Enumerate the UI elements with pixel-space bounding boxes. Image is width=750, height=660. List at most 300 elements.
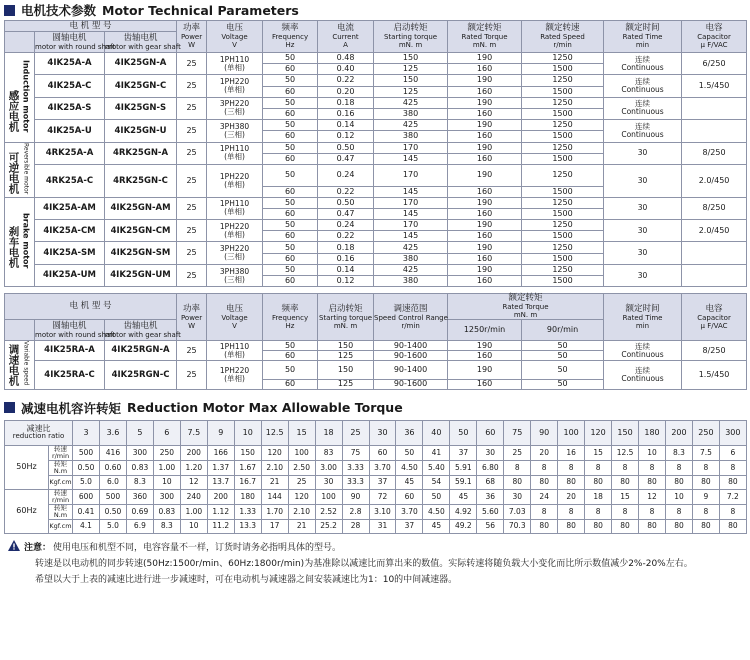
rated-torque-value: 190 (448, 142, 522, 153)
power-value: 25 (177, 164, 207, 197)
voltage-phase: (单相) (224, 229, 245, 239)
row-label (49, 504, 73, 519)
torque-cell: 0.50 (99, 504, 126, 519)
rated-time-zh: 30 (637, 148, 648, 158)
ratio-value: 120 (585, 420, 612, 445)
rated-time-value (604, 97, 682, 119)
torque-cell: 8 (558, 460, 585, 475)
torque-90-value: 50 (522, 351, 604, 361)
torque-cell: 5.60 (477, 504, 504, 519)
vs-starting-torque-header: 启动转矩 Starting torque mN. m (318, 294, 374, 341)
rated-torque-value: 190 (448, 264, 522, 275)
ratio-value: 90 (531, 420, 558, 445)
torque-cell: 41 (423, 445, 450, 460)
torque-cell: 8 (639, 504, 666, 519)
ratio-label: 减速比 reduction ratio (5, 420, 73, 445)
capacitor-value: 1.5/450 (682, 361, 747, 389)
rated-time-zh: 连续 (635, 77, 651, 87)
starting-torque-value: 125 (374, 64, 448, 75)
round-shaft-model: 4IK25A-AM (35, 197, 105, 219)
torque-cell: 16 (558, 445, 585, 460)
torque-cell: 4.92 (450, 504, 477, 519)
torque-cell: 3.00 (315, 460, 342, 475)
ratio-value: 10 (234, 420, 261, 445)
torque-cell: 80 (585, 475, 612, 489)
torque-cell: 4.50 (423, 504, 450, 519)
rated-speed-value: 1250 (522, 264, 604, 275)
round-shaft-model: 4IK25A-UM (35, 264, 105, 286)
rated-time-value (604, 197, 682, 219)
torque-cell: 75 (342, 445, 369, 460)
voltage-main: 1PH220 (219, 221, 250, 231)
ratio-value: 18 (315, 420, 342, 445)
torque-cell: 16.7 (234, 475, 261, 489)
rated-speed-value: 1250 (522, 242, 604, 253)
ratio-value: 15 (288, 420, 315, 445)
current-value: 0.40 (318, 64, 374, 75)
frequency-value: 50 (263, 242, 318, 253)
torque-cell: 8.3 (153, 519, 180, 533)
capacitor-value: 8/250 (682, 341, 747, 361)
frequency-value: 50 (263, 361, 318, 379)
torque-cell: 8 (719, 460, 746, 475)
torque-cell: 360 (126, 489, 153, 504)
capacitor-value (682, 97, 747, 119)
category-en: Variable speed (22, 341, 30, 386)
row-label (49, 519, 73, 533)
torque-cell: 7.2 (719, 489, 746, 504)
starting-torque-value: 145 (374, 186, 448, 197)
rated-speed-value: 1250 (522, 53, 604, 64)
torque-cell: 300 (153, 489, 180, 504)
torque-cell: 50 (423, 489, 450, 504)
ratio-value: 6 (153, 420, 180, 445)
torque-cell: 45 (423, 519, 450, 533)
torque-cell: 45 (396, 475, 423, 489)
current-value: 0.22 (318, 186, 374, 197)
voltage-main: 3PH220 (219, 244, 250, 254)
torque-cell: 6 (719, 445, 746, 460)
frequency-value: 50 (263, 75, 318, 86)
vs-rated-torque-header: 额定转矩 Rated Torque mN. m (448, 294, 604, 320)
torque-cell: 80 (719, 475, 746, 489)
voltage-phase: (单相) (224, 85, 245, 95)
rated-speed-value: 1500 (522, 131, 604, 142)
power-value: 25 (177, 142, 207, 164)
row-label-zh: 转矩 (54, 503, 67, 512)
torque-cell: 12.5 (612, 445, 639, 460)
torque-90-value: 50 (522, 341, 604, 351)
round-shaft-model: 4IK25A-CM (35, 220, 105, 242)
current-value: 0.22 (318, 231, 374, 242)
row-label (49, 475, 73, 489)
rated-time-zh: 30 (637, 175, 648, 185)
torque-cell: 7.5 (692, 445, 719, 460)
torque-cell: 45 (450, 489, 477, 504)
gear-shaft-model: 4IK25GN-A (105, 53, 177, 75)
torque-cell: 0.83 (126, 460, 153, 475)
ratio-value: 300 (719, 420, 746, 445)
torque-1250-value: 160 (448, 351, 522, 361)
rated-time-value (604, 75, 682, 97)
voltage-phase: (单相) (224, 207, 245, 217)
power-value: 25 (177, 242, 207, 264)
torque-1250-value: 160 (448, 379, 522, 389)
rated-time-value (604, 120, 682, 142)
torque-cell: 70.3 (504, 519, 531, 533)
ratio-value: 60 (477, 420, 504, 445)
gear-shaft-model: 4RK25GN-C (105, 164, 177, 197)
torque-cell: 80 (612, 475, 639, 489)
row-label-unit: r/min (51, 495, 70, 504)
torque-cell: 0.69 (126, 504, 153, 519)
torque-cell: 21 (261, 475, 288, 489)
starting-torque-value: 145 (374, 153, 448, 164)
ratio-value: 200 (665, 420, 692, 445)
row-label-unit: N.m (53, 510, 68, 519)
vs-rated-time-header: 额定时间 Rated Time min (604, 294, 682, 341)
torque-cell: 5.40 (423, 460, 450, 475)
voltage-phase: (单相) (224, 62, 245, 72)
voltage-main: 3PH380 (219, 121, 250, 131)
rated-time-en: Continuous (621, 85, 664, 95)
current-value: 0.47 (318, 208, 374, 219)
torque-cell: 120 (288, 489, 315, 504)
note-line-3: 希望以大于上表的减速比进行进一步减速时，可在电动机与减速器之间安装减速比为1：10的中间减速器。 (35, 574, 458, 585)
voltage-main: 1PH110 (219, 144, 250, 154)
rated-time-value (604, 142, 682, 164)
category-en: Reversible motor (22, 142, 30, 194)
torque-cell: 15 (612, 489, 639, 504)
gear-shaft-model: 4IK25GN-SM (105, 242, 177, 264)
round-shaft-model: 4IK25A-A (35, 53, 105, 75)
capacitor-value (682, 264, 747, 286)
ratio-value: 36 (396, 420, 423, 445)
torque-cell: 13.7 (207, 475, 234, 489)
starting-torque-value: 380 (374, 108, 448, 119)
rated-time-zh: 30 (637, 203, 648, 213)
torque-cell: 144 (261, 489, 288, 504)
category-zh: 可逆电机 (7, 151, 20, 194)
rated-time-zh: 30 (637, 248, 648, 258)
torque-cell: 4.1 (73, 519, 100, 533)
rated-time-value (604, 341, 682, 361)
torque-cell: 0.50 (73, 460, 100, 475)
voltage-phase: (三相) (224, 107, 245, 117)
torque-cell: 36 (477, 489, 504, 504)
rated-time-value (604, 242, 682, 264)
capacitor-value (682, 120, 747, 142)
power-value: 25 (177, 361, 207, 389)
torque-cell: 5.0 (73, 475, 100, 489)
row-label-unit: Kgf.cm (49, 521, 72, 530)
torque-cell: 3.33 (342, 460, 369, 475)
reduction-torque-table (4, 420, 747, 534)
torque-cell: 28 (342, 519, 369, 533)
voltage-value (207, 75, 263, 97)
rated-time-zh: 连续 (635, 121, 651, 131)
rated-time-zh: 连续 (635, 99, 651, 109)
torque-cell: 24 (531, 489, 558, 504)
voltage-main: 3PH380 (219, 266, 250, 276)
torque-cell: 13.3 (234, 519, 261, 533)
starting-torque-value: 380 (374, 131, 448, 142)
voltage-phase: (单相) (224, 179, 245, 189)
category-zh: 刹车电机 (7, 226, 20, 269)
frequency-value: 50 (263, 120, 318, 131)
torque-cell: 2.10 (288, 504, 315, 519)
capacitor-value: 6/250 (682, 53, 747, 75)
voltage-phase: (单相) (224, 349, 245, 359)
voltage-phase: (三相) (224, 252, 245, 262)
voltage-main: 1PH220 (219, 171, 250, 181)
torque-cell: 50 (396, 445, 423, 460)
category-en: brake motor (21, 212, 31, 269)
starting-torque-value: 145 (374, 208, 448, 219)
torque-cell: 10 (665, 489, 692, 504)
motor-parameters-table (4, 20, 747, 287)
torque-cell: 8 (531, 504, 558, 519)
rated-torque-value: 190 (448, 220, 522, 231)
torque-cell: 100 (315, 489, 342, 504)
rated-time-en: Continuous (621, 373, 664, 383)
ratio-value: 5 (126, 420, 153, 445)
torque-cell: 250 (153, 445, 180, 460)
torque-cell: 8 (504, 460, 531, 475)
row-label (49, 489, 73, 504)
starting-torque-value: 170 (374, 197, 448, 208)
current-value: 0.18 (318, 242, 374, 253)
rated-time-value (604, 361, 682, 389)
rated-torque-value: 190 (448, 53, 522, 64)
starting-torque-value: 145 (374, 231, 448, 242)
ratio-value: 3 (73, 420, 100, 445)
vs-motor-row (5, 361, 747, 379)
starting-torque-value: 150 (374, 53, 448, 64)
ratio-value: 75 (504, 420, 531, 445)
frequency-value: 60 (263, 379, 318, 389)
rated-time-value (604, 164, 682, 197)
gear-shaft-model: 4IK25RGN-A (105, 341, 177, 361)
rated-time-value (604, 53, 682, 75)
torque-cell: 1.00 (153, 460, 180, 475)
torque-cell: 15 (585, 445, 612, 460)
torque-cell: 25 (288, 475, 315, 489)
voltage-value (207, 53, 263, 75)
torque-cell: 3.70 (396, 504, 423, 519)
vs-motor-row (5, 341, 747, 351)
torque-cell: 30 (477, 445, 504, 460)
category-label (5, 142, 35, 197)
torque-cell: 500 (73, 445, 100, 460)
frequency-header: 频率 Frequency Hz (263, 21, 318, 53)
gear-shaft-model: 4IK25GN-UM (105, 264, 177, 286)
voltage-main: 1PH110 (219, 199, 250, 209)
round-shaft-model: 4IK25A-SM (35, 242, 105, 264)
starting-torque-value: 380 (374, 253, 448, 264)
ratio-row (5, 445, 747, 460)
category-header (5, 32, 35, 53)
torque-cell: 200 (207, 489, 234, 504)
torque-cell: 2.8 (342, 504, 369, 519)
section-square-icon (4, 5, 15, 16)
torque-cell: 49.2 (450, 519, 477, 533)
rated-torque-value: 160 (448, 253, 522, 264)
torque-cell: 1.70 (261, 504, 288, 519)
torque-cell: 21 (288, 519, 315, 533)
vs-category-header (5, 320, 35, 341)
rated-speed-value: 1250 (522, 75, 604, 86)
rated-speed-value: 1250 (522, 97, 604, 108)
voltage-main: 1PH110 (219, 54, 250, 64)
torque-cell: 31 (369, 519, 396, 533)
rated-speed-value: 1250 (522, 197, 604, 208)
torque-cell: 10 (639, 445, 666, 460)
starting-torque-header: 启动转矩 Starting torque mN. m (374, 21, 448, 53)
variable-speed-table (4, 293, 747, 389)
current-value: 0.50 (318, 197, 374, 208)
torque-cell: 8.3 (665, 445, 692, 460)
frequency-value: 60 (263, 86, 318, 97)
voltage-value (207, 242, 263, 264)
ratio-value: 30 (369, 420, 396, 445)
rated-speed-value: 1500 (522, 253, 604, 264)
ratio-value: 50 (450, 420, 477, 445)
gear-shaft-model: 4IK25RGN-C (105, 361, 177, 389)
motor-row (5, 75, 747, 86)
torque-cell: 59.1 (450, 475, 477, 489)
torque-cell: 500 (99, 489, 126, 504)
speed-range-value: 90-1400 (374, 361, 448, 379)
voltage-value (207, 164, 263, 197)
current-value: 0.14 (318, 264, 374, 275)
torque-cell: 8 (692, 504, 719, 519)
torque-cell: 90 (342, 489, 369, 504)
voltage-value (207, 97, 263, 119)
frequency-value: 60 (263, 64, 318, 75)
vs-round-shaft-header: 圆轴电机 motor with round shaft (35, 320, 116, 339)
rated-time-header: 额定时间 Rated Time min (604, 21, 682, 53)
starting-torque-value: 150 (374, 75, 448, 86)
starting-torque-value: 170 (374, 164, 448, 186)
voltage-main: 3PH220 (219, 99, 250, 109)
torque-cell: 80 (612, 519, 639, 533)
power-value: 25 (177, 264, 207, 286)
rated-time-zh: 30 (637, 270, 648, 280)
torque-cell: 80 (692, 519, 719, 533)
torque-cell: 100 (288, 445, 315, 460)
torque-cell: 80 (531, 519, 558, 533)
torque-cell: 37 (396, 519, 423, 533)
power-value: 25 (177, 120, 207, 142)
capacitor-value: 8/250 (682, 142, 747, 164)
voltage-phase: (单相) (224, 373, 245, 383)
rated-speed-value: 1250 (522, 120, 604, 131)
model-header: 电 机 型 号 (5, 21, 177, 32)
frequency-value: 50 (263, 164, 318, 186)
starting-torque-value: 380 (374, 276, 448, 287)
torque-cell: 20 (558, 489, 585, 504)
rated-time-value (604, 264, 682, 286)
torque-cell: 8 (612, 504, 639, 519)
motor-row (5, 120, 747, 131)
frequency-value: 60 (263, 153, 318, 164)
category-label (5, 341, 35, 389)
note-line-1: 注意： 使用电压和机型不同，电容容量不一样，订货时请务必指明具体的型号。 (8, 540, 746, 556)
vs-1250-header: 1250r/min (448, 320, 522, 341)
torque-cell: 0.41 (73, 504, 100, 519)
torque-cell: 30 (504, 489, 531, 504)
frequency-value: 50 (263, 264, 318, 275)
frequency-label: 50Hz (5, 445, 49, 489)
torque-cell: 80 (665, 519, 692, 533)
torque-cell: 8 (612, 460, 639, 475)
torque-cell: 80 (719, 519, 746, 533)
frequency-value: 60 (263, 131, 318, 142)
section-square-icon (4, 402, 15, 413)
frequency-value: 50 (263, 97, 318, 108)
capacitor-header: 电容 Capacitor μ F/VAC (682, 21, 747, 53)
gear-shaft-model: 4IK25GN-C (105, 75, 177, 97)
torque-90-value: 50 (522, 379, 604, 389)
row-label-zh: 转速 (54, 444, 67, 453)
ratio-row (5, 475, 747, 489)
frequency-label: 60Hz (5, 489, 49, 533)
voltage-value (207, 197, 263, 219)
vs-power-header: 功率 Power W (177, 294, 207, 341)
torque-cell: 5.91 (450, 460, 477, 475)
torque-cell: 25.2 (315, 519, 342, 533)
torque-cell: 200 (180, 445, 207, 460)
ratio-value: 100 (558, 420, 585, 445)
torque-cell: 80 (504, 475, 531, 489)
ratio-row (5, 519, 747, 533)
round-shaft-model: 4RK25A-C (35, 164, 105, 197)
frequency-value: 60 (263, 186, 318, 197)
torque-cell: 1.00 (180, 504, 207, 519)
current-value: 0.47 (318, 153, 374, 164)
starting-torque-value: 150 (318, 361, 374, 379)
torque-cell: 2.52 (315, 504, 342, 519)
rated-speed-value: 1500 (522, 186, 604, 197)
torque-cell: 11.2 (207, 519, 234, 533)
torque-cell: 0.60 (99, 460, 126, 475)
capacitor-value: 1.5/450 (682, 75, 747, 97)
ratio-row (5, 489, 747, 504)
category-en: Induction motor (21, 59, 31, 132)
torque-cell: 80 (639, 519, 666, 533)
section-title-reduction-torque: 减速电机容许转矩 Reduction Motor Max Allowable Torque (4, 398, 746, 418)
torque-cell: 8 (585, 504, 612, 519)
torque-cell: 10 (180, 519, 207, 533)
frequency-value: 50 (263, 53, 318, 64)
starting-torque-value: 170 (374, 220, 448, 231)
starting-torque-value: 125 (318, 351, 374, 361)
rated-torque-value: 190 (448, 97, 522, 108)
starting-torque-value: 425 (374, 242, 448, 253)
ratio-row (5, 504, 747, 519)
current-value: 0.14 (318, 120, 374, 131)
ratio-value: 150 (612, 420, 639, 445)
starting-torque-value: 425 (374, 264, 448, 275)
frequency-value: 50 (263, 341, 318, 351)
round-shaft-header: 圆轴电机 motor with round shaft (35, 32, 116, 51)
rated-torque-header: 额定转矩 Rated Torque mN. m (448, 21, 522, 53)
voltage-value (207, 142, 263, 164)
rated-torque-value: 160 (448, 131, 522, 142)
torque-cell: 166 (207, 445, 234, 460)
torque-cell: 1.33 (234, 504, 261, 519)
